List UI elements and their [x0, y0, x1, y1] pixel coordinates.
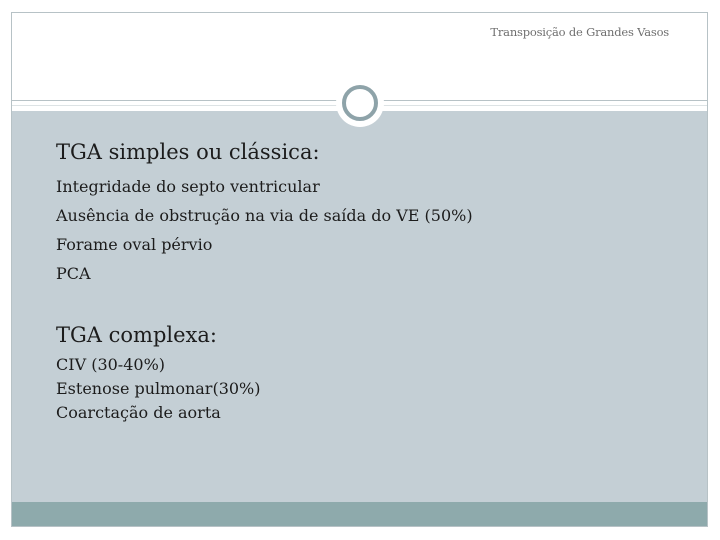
list-item: Forame oval pérvio: [56, 235, 213, 254]
list-item: CIV (30-40%): [56, 355, 166, 374]
ring-ornament-icon: [342, 85, 378, 121]
list-item: Estenose pulmonar(30%): [56, 379, 261, 398]
list-item: Integridade do septo ventricular: [56, 177, 320, 196]
section-list-complex: [56, 353, 473, 425]
section-list-simple: [56, 172, 473, 288]
section-heading-complex: TGA complexa:: [56, 323, 217, 347]
slide-header-title: Transposição de Grandes Vasos: [490, 25, 669, 39]
slide-content: [56, 138, 473, 425]
list-item: PCA: [56, 264, 91, 283]
list-item: Coarctação de aorta: [56, 403, 221, 422]
list-item: Ausência de obstrução na via de saída do VE (50%): [56, 206, 473, 225]
section-heading-simple: TGA simples ou clássica:: [56, 140, 320, 164]
footer-bar: [12, 502, 707, 526]
